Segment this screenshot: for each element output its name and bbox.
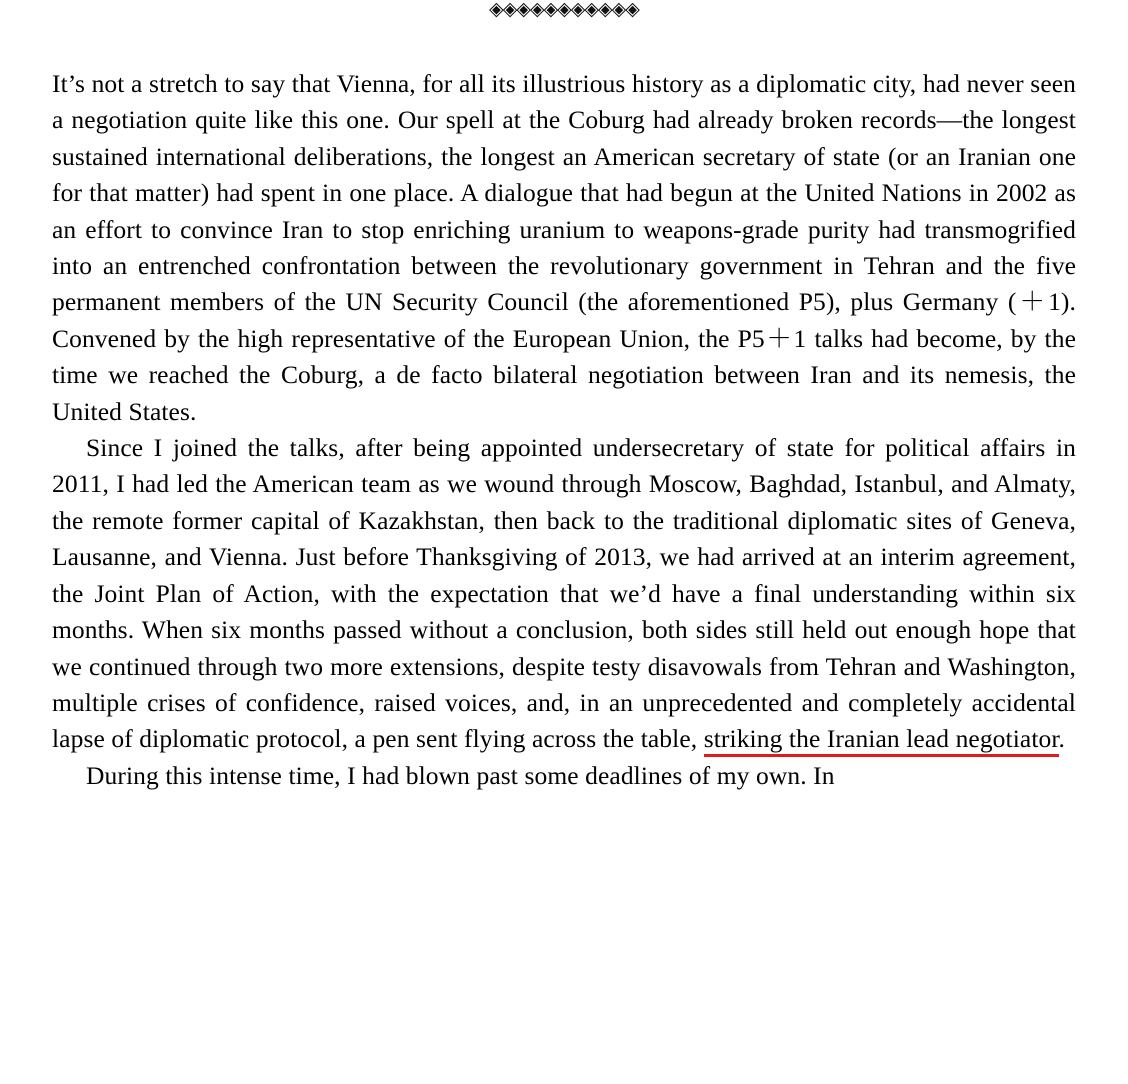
- paragraph-3: [52, 758, 1076, 794]
- paragraph-1-text: It’s not a stretch to say that Vienna, for all its illustrious history as a diplomatic city, had never seen a negotiation quite like this one. Our spell at the Coburg had already broken records—the longest sustained international deliberations, the longest an American secretary of state (or an Iranian one for that matter) had spent in one place. A dialogue that had begun at the United Nations in 2002 as an effort to convince Iran to stop enriching uranium to weapons-grade purity had transmogrified into an entrenched confrontation between the revolutionary government in Tehran and the five permanent members of the UN Security Council (the aforementioned P5), plus Germany (＋1). Convened by the high representative of the European Union, the P5＋1 talks had become, by the time we reached the Coburg, a de facto bilateral negotiation between Iran and its nemesis, the United States.: [52, 69, 1076, 426]
- paragraph-2-text-part-1: Since I joined the talks, after being appointed undersecretary of state for political affairs in 2011, I had led the American team as we wound through Moscow, Baghdad, Istanbul, and Almaty, the remote former capital of Kazakhstan, then back to the traditional diplomatic sites of Geneva, Lausanne, and Vienna. Just before Thanksgiving of 2013, we had arrived at an interim agreement, the Joint Plan of Action, with the expectation that we’d have a final understanding within six months. When six months passed without a conclusion, both sides still held out enough hope that we continued through two more extensions, despite testy disavowals from Tehran and Washington, multiple crises of confidence, raised voices, and, in an unprecedented and completely accidental lapse of diplomatic protocol, a pen sent flying across the table,: [52, 433, 1076, 754]
- paragraph-1: [52, 66, 1076, 430]
- red-underlined-phrase: striking the Iranian lead negotiator: [704, 724, 1059, 757]
- paragraph-2: [52, 430, 1076, 758]
- paragraph-3-text: During this intense time, I had blown past some deadlines of my own. In: [86, 760, 835, 790]
- ornament-divider: ◈◈◈◈◈◈◈◈◈◈◈: [489, 0, 639, 20]
- page-body: [52, 66, 1076, 794]
- paragraph-2-text-part-2: .: [1058, 724, 1066, 754]
